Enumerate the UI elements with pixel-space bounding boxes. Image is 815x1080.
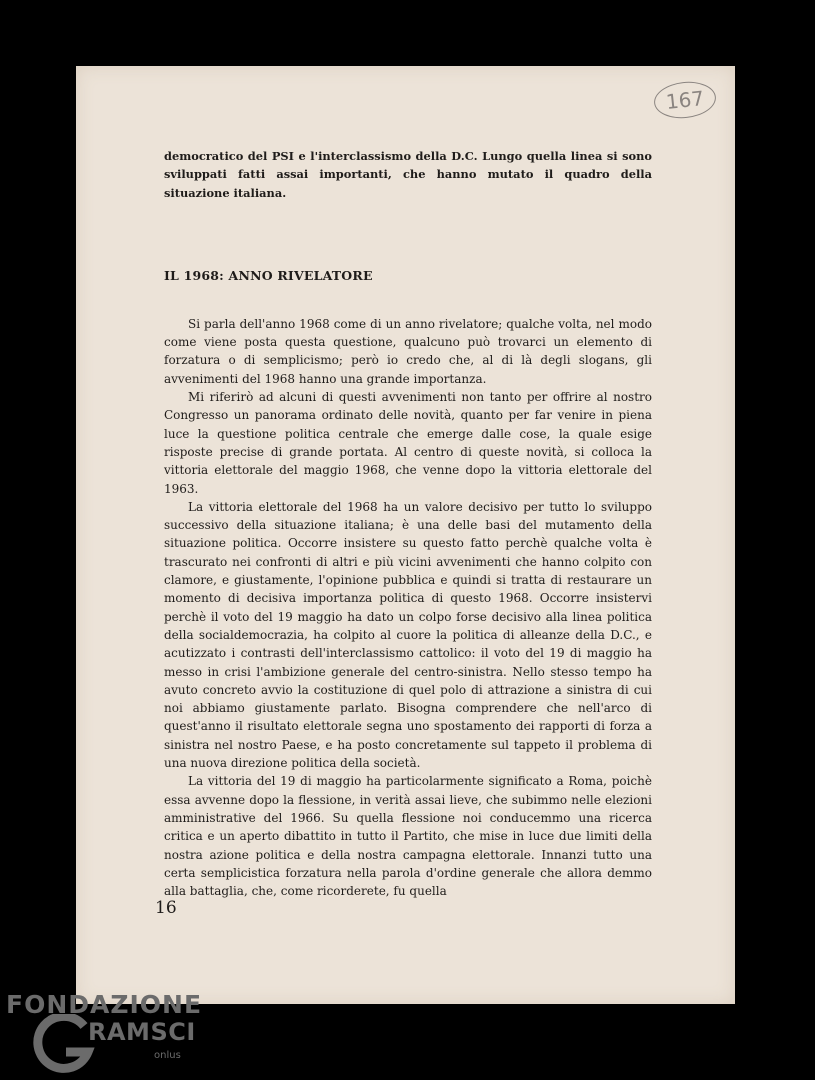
- body-paragraph-2: Mi riferirò ad alcuni di questi avvenimenti non tanto per offrire al nostro Congresso un panorama ordinato delle novità, quanto per far venire in piena luce la questione politica centrale che emerge dalle cose, la quale esige risposte precise di grande portata. Al centro di queste novità, si colloca la vittoria elettorale del maggio 1968, che venne dopo la vittoria elettorale del 1963.: [164, 390, 652, 496]
- page-number: 16: [155, 898, 177, 918]
- page-content: [164, 147, 652, 900]
- watermark-line-1: FONDAZIONE: [6, 990, 203, 1019]
- watermark-line-2: RAMSCI: [88, 1018, 196, 1046]
- section-title: IL 1968: ANNO RIVELATORE: [164, 267, 373, 283]
- document-page: [76, 66, 735, 1004]
- body-paragraph-4: La vittoria del 19 di maggio ha particolarmente significato a Roma, poichè essa avvenne dopo la flessione, in verità assai lieve, che subimmo nelle elezioni amministrative del 1966. Su quella flessione noi conducemmo una ricerca critica e un aperto dibattito in tutto il Partito, che mise in luce due limiti della nostra azione politica e della nostra campagna elettorale. Innanzi tutto una certa semplicistica forzatura nella parola d'ordine generale che allora demmo alla battaglia, che, come ricorderete, fu quella: [164, 774, 652, 899]
- archive-number-stamp: 167: [652, 79, 717, 121]
- intro-paragraph: democratico del PSI e l'interclassismo della D.C. Lungo quella linea si sono sviluppati fatti assai importanti, che hanno mutato il quadro della situazione italiana.: [164, 149, 652, 200]
- watermark-g-logo-icon: [32, 1014, 96, 1074]
- body-paragraph-3: La vittoria elettorale del 1968 ha un valore decisivo per tutto lo sviluppo successivo della situazione italiana; è una delle basi del mutamento della situazione politica. Occorre insistere su questo fatto perchè qualche volta è trascurato nei confronti di altri e più vicini avvenimenti che hanno colpito con clamore, e giustamente, l'opinione pubblica e quindi si tratta di restaurare un momento di decisiva importanza politica di questo 1968. Occorre insistervi perchè il voto del 19 maggio ha dato un colpo forse decisivo alla linea politica della socialdemocrazia, ha colpito al cuore la politica di alleanze della D.C., e acutizzato i contrasti dell'interclassismo cattolico: il voto del 19 di maggio ha messo in crisi l'ambizione generale del centro-sinistra. Nello stesso tempo ha avuto concreto avvio la costituzione di quel polo di attrazione a sinistra di cui noi abbiamo giustamente parlato. Bisogna comprendere che nell'arco di quest'anno il risultato elettorale segna uno spostamento dei rapporti di forza a sinistra nel nostro Paese, e ha posto concretamente sul tappeto il problema di una nuova direzione politica della società.: [164, 499, 652, 771]
- watermark-onlus: onlus: [154, 1050, 181, 1061]
- body-paragraph-1: Si parla dell'anno 1968 come di un anno rivelatore; qualche volta, nel modo come viene posta questa questione, qualcuno può trovarci un elemento di forzatura o di semplicismo; però io credo che, al di là degli slogans, gli avvenimenti del 1968 hanno una grande importanza.: [164, 316, 652, 386]
- fondazione-gramsci-watermark: [6, 990, 206, 1074]
